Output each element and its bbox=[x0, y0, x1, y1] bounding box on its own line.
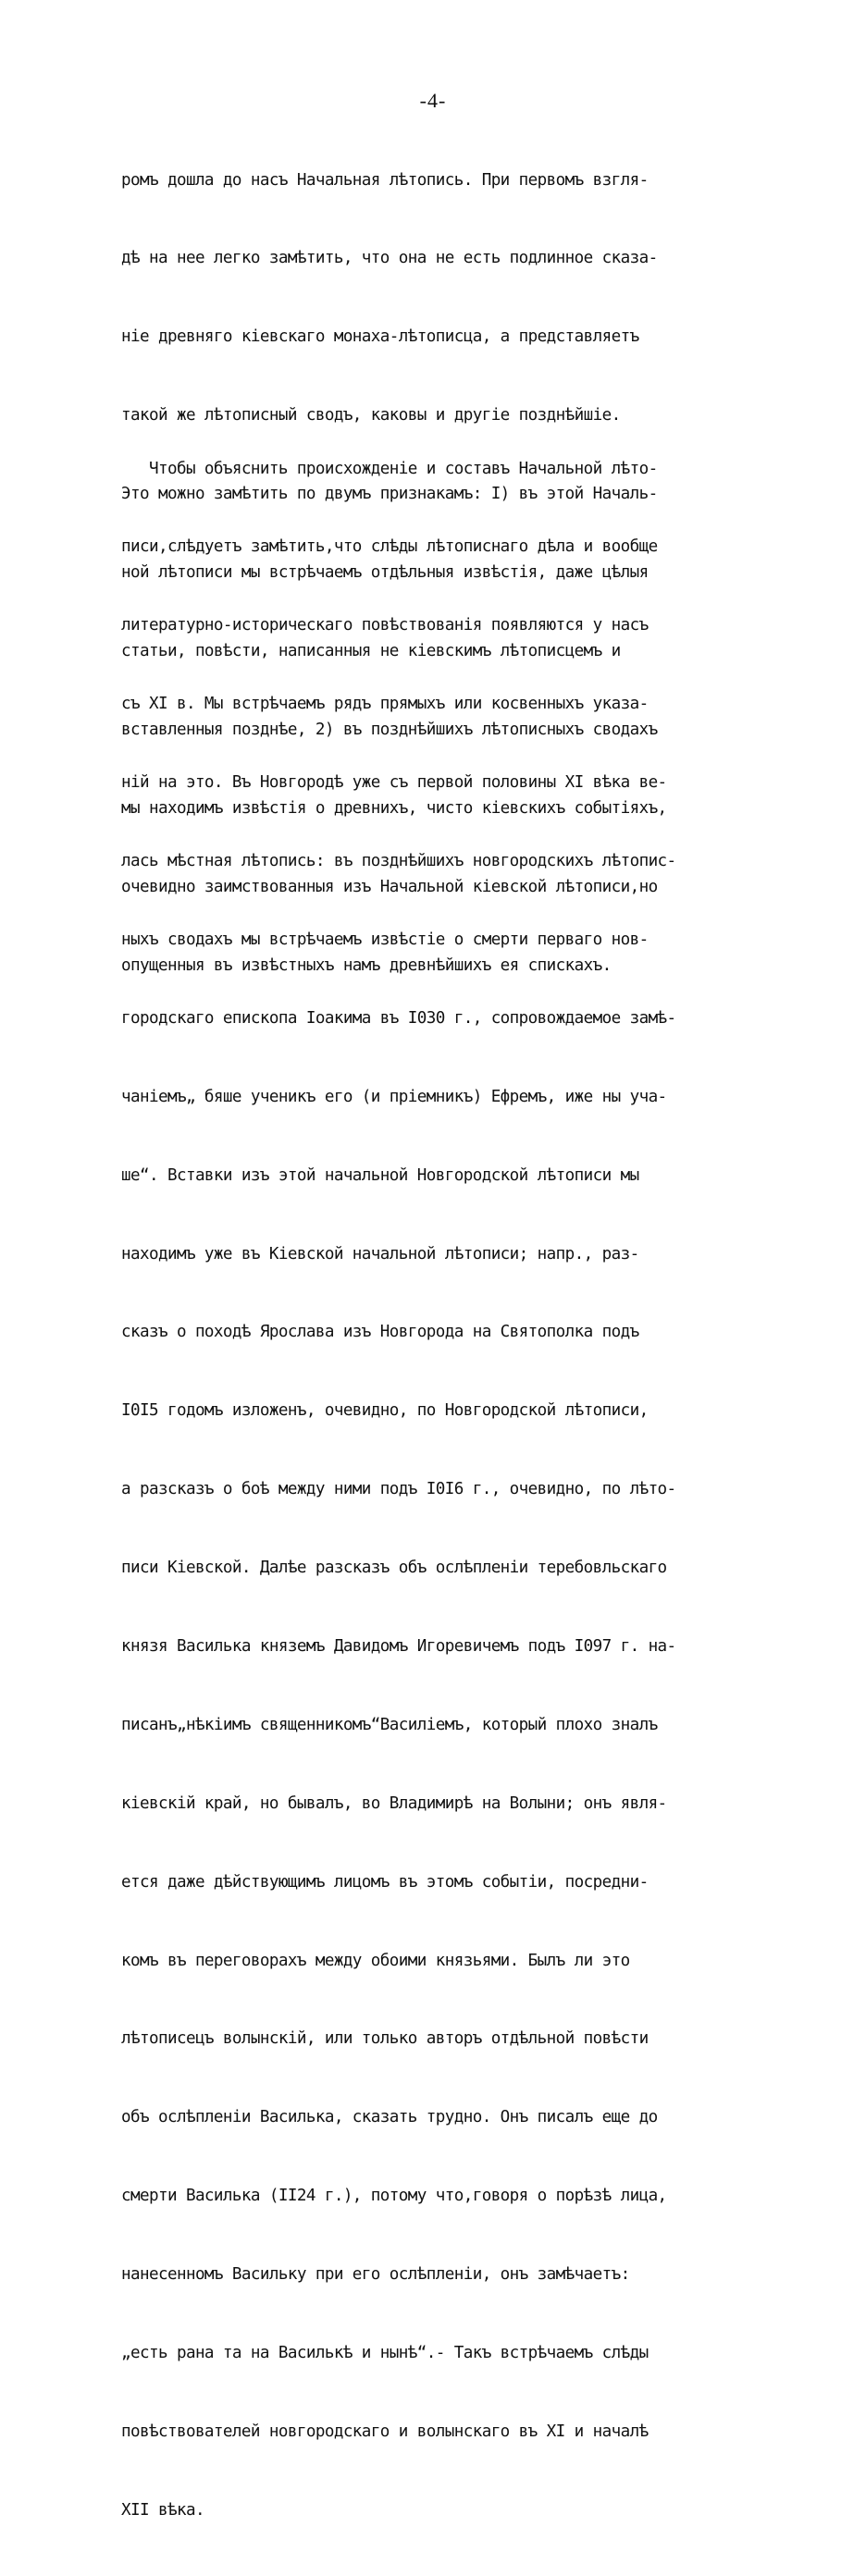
text-line: лась мѣстная лѣтопись: въ позднѣйшихъ новгородскихъ лѣтопис- bbox=[121, 852, 676, 871]
text-line: ется даже дѣйствующимъ лицомъ въ этомъ событіи, посредни- bbox=[121, 1872, 649, 1892]
text-line: очевидно заимствованныя изъ Начальной кіевской лѣтописи,но bbox=[121, 877, 658, 896]
text-line: находимъ уже въ Кіевской начальной лѣтописи; напр., раз- bbox=[121, 1244, 639, 1263]
text-line: I0I5 годомъ изложенъ, очевидно, по Новгородской лѣтописи, bbox=[121, 1401, 649, 1421]
text-line: сказъ о походѣ Ярослава изъ Новгорода на Святополка подъ bbox=[121, 1323, 639, 1342]
text-line: ныхъ сводахъ мы встрѣчаемъ извѣстіе о смерти перваго нов- bbox=[121, 930, 649, 949]
text-line: мы находимъ извѣстія о древнихъ, чисто кіевскихъ событіяхъ, bbox=[121, 798, 667, 818]
text-line: опущенныя въ извѣстныхъ намъ древнѣйшихъ ея спискахъ. bbox=[121, 955, 612, 975]
text-line: комъ въ переговорахъ между обоими князьями. Былъ ли это bbox=[121, 1951, 630, 1970]
text-line: XII вѣка. bbox=[121, 2500, 204, 2520]
text-line: писанъ„нѣкіимъ священникомъ“Василіемъ, который плохо зналъ bbox=[121, 1715, 658, 1734]
text-line: объ ослѣпленіи Василька, сказать трудно. Онъ писалъ еще до bbox=[121, 2108, 658, 2127]
text-line: Чтобы объяснить происхожденіе и составъ Начальной лѣто- bbox=[121, 459, 658, 478]
text-line: нанесенномъ Васильку при его ослѣпленіи, онъ замѣчаетъ: bbox=[121, 2265, 630, 2285]
text-line: литературно-историческаго повѣствованія появляются у насъ bbox=[121, 616, 649, 635]
text-line: ромъ дошла до насъ Начальная лѣтопись. При первомъ взгля- bbox=[121, 170, 649, 190]
paragraph-2 bbox=[121, 403, 769, 2576]
text-line: Это можно замѣтить по двумъ признакамъ: I) въ этой Началь- bbox=[121, 485, 658, 504]
page-number: -4- bbox=[419, 89, 447, 112]
text-line: дѣ на нее легко замѣтить, что она не есть подлинное сказа- bbox=[121, 249, 658, 268]
text-line: вставленныя позднѣе, 2) въ позднѣйшихъ лѣтописныхъ сводахъ bbox=[121, 720, 658, 739]
text-line: ше“. Вставки изъ этой начальной Новгородской лѣтописи мы bbox=[121, 1165, 639, 1185]
text-line: ной лѣтописи мы встрѣчаемъ отдѣльныя извѣстія, даже цѣлыя bbox=[121, 563, 649, 583]
text-line: чаніемъ„ бяше ученикъ его (и пріемникъ) Ефремъ, иже ны уча- bbox=[121, 1087, 667, 1106]
text-line: а разсказъ о боѣ между ними подъ I0I6 г., очевидно, по лѣто- bbox=[121, 1480, 676, 1499]
text-line: такой же лѣтописный сводъ, каковы и другіе позднѣйшіе. bbox=[121, 406, 621, 425]
text-line: писи,слѣдуетъ замѣтить,что слѣды лѣтописнаго дѣла и вообще bbox=[121, 537, 658, 557]
text-line: „есть рана та на Василькѣ и нынѣ“.- Такъ встрѣчаемъ слѣды bbox=[121, 2343, 649, 2362]
text-line: ніе древняго кіевскаго монаха-лѣтописца, а представляетъ bbox=[121, 327, 639, 347]
text-line: писи Кіевской. Далѣе разсказъ объ ослѣпленіи теребовльскаго bbox=[121, 1559, 667, 1578]
text-line: князя Василька княземъ Давидомъ Игоревичемъ подъ I097 г. на- bbox=[121, 1636, 676, 1656]
text-line: съ XI в. Мы встрѣчаемъ рядъ прямыхъ или косвенныхъ указа- bbox=[121, 695, 649, 714]
text-line: ній на это. Въ Новгородѣ уже съ первой половины XI вѣка ве- bbox=[121, 773, 667, 793]
text-line: кіевскій край, но бывалъ, во Владимирѣ на Волыни; онъ явля- bbox=[121, 1793, 667, 1813]
text-line: лѣтописецъ волынскій, или только авторъ отдѣльной повѣсти bbox=[121, 2029, 649, 2049]
text-line: повѣствователей новгородскаго и волынскаго въ XI и началѣ bbox=[121, 2422, 649, 2441]
text-line: смерти Василька (II24 г.), потому что,говоря о порѣзѣ лица, bbox=[121, 2187, 667, 2206]
text-line: городскаго епископа Іоакима въ I030 г., сопровождаемое замѣ- bbox=[121, 1008, 676, 1028]
text-line: статьи, повѣсти, написанныя не кіевскимъ лѣтописцемъ и bbox=[121, 641, 621, 660]
